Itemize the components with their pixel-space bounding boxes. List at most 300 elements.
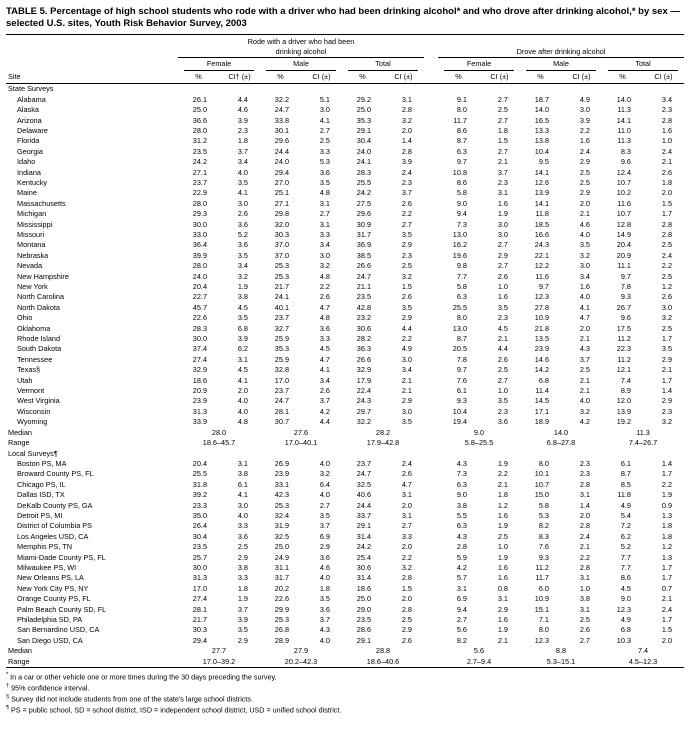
table-row [6,251,684,261]
value-cell: 26.6 [356,354,371,364]
group-header-row [6,35,684,58]
summary-value-cell: 5.8–25.5 [464,438,494,448]
table-row [6,376,684,386]
group-header-spacer [6,35,178,58]
value-cell: 10.3 [616,635,631,645]
table-row [6,178,684,188]
gap-cell [424,240,438,250]
summary-row [6,646,684,656]
pct-column-header: % [342,71,383,84]
value-cell: 2.6 [319,292,330,302]
value-cell: 2.9 [401,240,412,250]
value-cell: 22.9 [192,188,207,198]
value-cell: 3.8 [237,469,248,479]
table-row [6,501,684,511]
value-cell: 27.4 [192,594,207,604]
value-cell: 24.2 [356,542,371,552]
value-cell: 7.2 [620,521,631,531]
value-cell: 24.3 [356,396,371,406]
value-cell: 3.7 [237,146,248,156]
value-cell: 3.0 [319,250,330,260]
value-cell: 2.0 [401,542,412,552]
value-cell: 8.5 [620,479,631,489]
value-cell: 17.0 [274,375,289,385]
gap-cell [424,251,438,261]
value-cell: 6.9 [319,531,330,541]
value-cell: 1.2 [661,542,673,552]
value-cell: 3.5 [237,625,248,635]
table-row [6,625,684,635]
value-cell: 6.3 [456,146,467,156]
gap-cell [424,365,438,375]
value-cell: 2.1 [497,635,508,645]
value-cell: 11.7 [453,115,467,125]
gap-cell [424,344,438,354]
value-cell: 20.4 [616,240,631,250]
value-cell: 29.4 [274,167,289,177]
group-gap [424,35,438,58]
value-cell: 1.4 [661,386,673,396]
table-row [6,511,684,521]
value-cell: 3.7 [497,167,508,177]
value-cell: 1.8 [319,583,330,593]
value-cell: 1.5 [661,625,673,635]
site-cell: Michigan [17,209,47,219]
value-cell: 14.1 [616,115,631,125]
value-cell: 6.4 [319,479,330,489]
value-cell: 4.2 [579,417,590,427]
value-cell: 7.3 [456,469,467,479]
value-cell: 2.9 [579,157,590,167]
value-cell: 0.8 [497,583,508,593]
value-cell: 3.5 [237,177,248,187]
value-cell: 9.0 [456,490,467,500]
gap-cell [424,573,438,583]
value-cell: 18.5 [534,219,549,229]
value-cell: 3.0 [401,406,412,416]
value-cell: 27.0 [274,177,289,187]
value-cell: 4.5 [497,323,508,333]
value-cell: 2.8 [401,604,412,614]
value-cell: 32.2 [356,417,371,427]
value-cell: 16.6 [534,229,549,239]
value-cell: 1.9 [661,490,673,500]
summary-value-cell: 4.5–12.3 [628,656,658,666]
value-cell: 30.6 [356,323,371,333]
value-cell: 30.1 [274,125,289,135]
value-cell: 9.6 [620,313,631,323]
value-cell: 32.5 [356,479,371,489]
value-cell: 29.4 [192,635,207,645]
table-row [6,553,684,563]
section-label: State Surveys [8,84,54,94]
gap-cell [424,105,438,115]
value-cell: 2.5 [661,271,673,281]
value-cell: 4.0 [237,510,248,520]
value-cell: 7.6 [538,542,549,552]
value-cell: 10.9 [534,313,549,323]
value-cell: 5.9 [456,552,467,562]
value-cell: 14.1 [534,167,549,177]
value-cell: 21.7 [274,282,289,291]
value-cell: 24.1 [356,157,371,167]
value-cell: 28.0 [192,125,207,135]
value-cell: 2.9 [497,604,508,614]
value-cell: 7.4 [620,375,631,385]
value-cell: 2.5 [497,105,508,115]
summary-row [6,657,684,668]
table-row [6,282,684,292]
footnote [6,704,684,715]
value-cell: 4.3 [319,625,330,635]
value-cell: 25.9 [274,354,289,364]
gap-cell [424,480,438,490]
site-cell: Alabama [17,94,46,104]
table-row [6,272,684,282]
value-cell: 2.7 [497,261,508,271]
value-cell: 2.7 [497,146,508,156]
value-cell: 2.4 [661,250,673,260]
value-cell: 2.6 [497,271,508,281]
gap-cell [424,438,438,448]
site-cell: Georgia [17,146,43,156]
value-cell: 18.6 [192,375,207,385]
value-cell: 24.7 [274,396,289,406]
value-cell: 9.8 [456,261,467,271]
site-cell: Palm Beach County SD, FL [17,604,107,614]
value-cell: 3.2 [237,271,248,281]
summary-label-cell: Range [8,438,30,448]
value-cell: 1.8 [237,583,248,593]
value-cell: 13.5 [534,334,549,344]
gap-cell [424,511,438,521]
value-cell: 2.5 [497,531,508,541]
value-cell: 2.4 [579,531,590,541]
sex-header-total-rode: Total [342,58,424,72]
value-cell: 3.7 [319,396,330,406]
value-cell: 3.3 [237,573,248,583]
value-cell: 18.9 [534,417,549,427]
table-row [6,209,684,219]
value-cell: 9.3 [456,396,467,406]
table-row [6,261,684,271]
value-cell: 12.0 [616,396,631,406]
sex-header-male-drove: Male [520,58,602,72]
value-cell: 2.4 [579,146,590,156]
value-cell: 2.9 [401,625,412,635]
gap-cell [424,188,438,198]
pct-column-header: % [438,71,479,84]
value-cell: 2.8 [401,573,412,583]
value-cell: 4.0 [319,573,330,583]
value-cell: 17.5 [616,323,631,333]
value-cell: 25.1 [274,188,289,198]
footnotes [6,671,684,715]
gap-cell [424,396,438,406]
value-cell: 1.3 [661,510,673,520]
value-cell: 26.4 [192,521,207,531]
value-cell: 2.7 [579,635,590,645]
value-cell: 2.7 [497,115,508,125]
value-cell: 1.6 [497,198,508,208]
value-cell: 1.9 [237,282,248,291]
gap-cell [424,417,438,427]
value-cell: 23.3 [192,500,207,510]
site-cell: Los Angeles USD, CA [17,531,89,541]
value-cell: 17.1 [534,406,549,416]
site-cell: Boston PS, MA [17,458,67,468]
value-cell: 29.2 [356,94,371,104]
value-cell: 1.7 [661,562,673,572]
value-cell: 2.1 [497,157,508,167]
section-header-row [6,84,684,95]
value-cell: 2.6 [661,292,673,302]
gap-cell [424,657,438,668]
value-cell: 8.9 [620,386,631,396]
value-cell: 1.6 [497,510,508,520]
value-cell: 14.1 [534,198,549,208]
value-cell: 2.5 [661,240,673,250]
ci-column-header: CI (±) [383,71,424,84]
value-cell: 1.8 [661,177,673,187]
value-cell: 1.7 [661,209,673,219]
gap-cell [424,355,438,365]
gap-cell [424,605,438,615]
value-cell: 3.9 [579,115,590,125]
value-cell: 3.1 [237,354,248,364]
value-cell: 2.0 [661,635,673,645]
value-cell: 24.4 [274,146,289,156]
gap-cell [424,407,438,417]
value-cell: 4.3 [579,344,590,354]
value-cell: 3.3 [237,521,248,531]
value-cell: 19.6 [452,250,467,260]
value-cell: 4.9 [620,500,631,510]
value-cell: 4.0 [237,406,248,416]
site-cell: Florida [17,136,40,146]
value-cell: 12.4 [616,167,631,177]
site-cell: Nebraska [17,250,49,260]
value-cell: 4.7 [319,354,330,364]
value-cell: 39.2 [192,490,207,500]
value-cell: 1.9 [237,594,248,604]
value-cell: 31.2 [192,136,207,146]
value-cell: 4.0 [319,458,330,468]
value-cell: 6.8 [620,625,631,635]
value-cell: 36.9 [356,240,371,250]
value-cell: 4.0 [579,292,590,302]
value-cell: 24.4 [356,500,371,510]
site-cell: West Virginia [17,396,60,406]
gap-cell [424,584,438,594]
value-cell: 17.9 [356,375,371,385]
value-cell: 30.6 [356,562,371,572]
value-cell: 3.1 [456,583,467,593]
summary-value-cell: 7.4 [637,646,649,656]
value-cell: 10.1 [534,469,549,479]
site-cell: Texas§ [17,365,41,375]
site-cell: Oklahoma [17,323,51,333]
ci-column-header: CI† (±) [219,71,260,84]
value-cell: 5.4 [620,510,631,520]
value-cell: 5.8 [538,500,549,510]
value-cell: 4.1 [237,188,248,198]
value-cell: 20.2 [274,583,289,593]
site-cell: Indiana [17,167,41,177]
value-cell: 11.8 [535,209,549,219]
site-cell: Detroit PS, MI [17,510,63,520]
pct-column-header: % [178,71,219,84]
value-cell: 11.4 [535,386,549,396]
value-cell: 5.7 [456,573,467,583]
value-cell: 12.3 [534,635,549,645]
value-cell: 2.9 [661,396,673,406]
value-cell: 14.9 [616,229,631,239]
gap-cell [424,636,438,646]
value-cell: 2.7 [497,240,508,250]
sex-gap [424,58,438,72]
value-cell: 31.4 [356,573,371,583]
value-cell: 1.9 [497,625,508,635]
value-cell: 4.3 [456,458,467,468]
value-cell: 29.1 [356,521,371,531]
value-cell: 24.7 [356,271,371,281]
value-cell: 3.4 [661,94,673,104]
value-cell: 9.6 [620,157,631,167]
value-cell: 2.1 [401,386,412,396]
value-cell: 24.0 [274,157,289,167]
value-cell: 30.4 [356,136,371,146]
value-cell: 9.7 [456,365,467,375]
value-cell: 2.3 [579,458,590,468]
value-cell: 2.2 [401,334,412,344]
gap-cell [424,459,438,469]
value-cell: 31.4 [356,531,371,541]
value-cell: 2.8 [401,146,412,156]
value-cell: 4.2 [319,406,330,416]
value-cell: 25.3 [274,500,289,510]
value-cell: 3.3 [319,229,330,239]
table-row [6,105,684,115]
value-cell: 3.2 [579,406,590,416]
value-cell: 9.1 [456,94,467,104]
value-cell: 3.5 [401,229,412,239]
value-cell: 21.1 [356,282,371,291]
value-cell: 4.5 [620,583,631,593]
table-row [6,303,684,313]
value-cell: 8.3 [538,531,549,541]
summary-row [6,438,684,448]
value-cell: 12.2 [534,261,549,271]
value-cell: 11.8 [617,490,631,500]
value-cell: 28.0 [192,261,207,271]
value-cell: 11.6 [535,271,549,281]
value-cell: 1.8 [661,521,673,531]
value-cell: 31.9 [274,521,289,531]
value-cell: 2.6 [661,167,673,177]
site-cell: Montana [17,240,46,250]
summary-value-cell: 27.9 [293,646,309,656]
gap-cell [424,563,438,573]
value-cell: 2.6 [237,209,248,219]
value-cell: 4.7 [319,302,330,312]
footnote-marker: § [6,694,10,700]
value-cell: 29.1 [356,125,371,135]
value-cell: 22.7 [192,292,207,302]
value-cell: 27.1 [274,198,289,208]
table-row [6,230,684,240]
value-cell: 3.1 [497,594,508,604]
value-cell: 2.3 [237,125,248,135]
footnote-marker: ¶ [6,704,10,711]
value-cell: 8.6 [620,573,631,583]
value-cell: 11.7 [535,573,549,583]
value-cell: 42.8 [356,302,371,312]
value-cell: 3.2 [579,250,590,260]
value-cell: 4.5 [319,344,330,354]
value-cell: 5.6 [456,625,467,635]
gap-cell [424,428,438,438]
table-row [6,324,684,334]
value-cell: 7.7 [620,552,631,562]
value-cell: 2.6 [401,469,412,479]
value-cell: 36.3 [356,344,371,354]
value-cell: 8.7 [620,469,631,479]
value-cell: 32.9 [356,365,371,375]
value-cell: 11.0 [617,125,631,135]
value-cell: 3.9 [237,615,248,624]
value-cell: 6.1 [620,458,631,468]
value-cell: 3.5 [401,302,412,312]
value-cell: 2.7 [319,209,330,219]
value-cell: 2.9 [401,396,412,406]
value-cell: 8.0 [538,458,549,468]
value-cell: 3.7 [579,354,590,364]
value-cell: 9.3 [620,292,631,302]
value-cell: 3.6 [319,323,330,333]
value-cell: 3.4 [579,271,590,281]
site-cell: Kentucky [17,177,48,187]
value-cell: 4.0 [579,229,590,239]
site-cell: Nevada [17,261,43,271]
value-cell: 6.2 [237,344,248,354]
value-cell: 1.7 [661,375,673,385]
sex-header-spacer [6,58,178,72]
value-cell: 1.5 [401,282,412,291]
value-cell: 36.4 [192,240,207,250]
value-cell: 2.6 [497,354,508,364]
value-cell: 22.4 [356,386,371,396]
gap-cell [424,501,438,511]
table-row [6,490,684,500]
value-cell: 20.4 [192,282,207,291]
pct-column-header: % [602,71,643,84]
value-cell: 32.4 [274,510,289,520]
table-row [6,407,684,417]
value-cell: 4.6 [579,219,590,229]
value-cell: 24.0 [356,146,371,156]
value-cell: 11.6 [617,198,631,208]
value-cell: 3.7 [237,604,248,614]
section-label: Local Surveys¶ [8,448,58,458]
site-cell: New Hampshire [17,271,69,281]
value-cell: 12.8 [616,219,631,229]
site-cell: Wisconsin [17,406,51,416]
value-cell: 28.2 [356,334,371,344]
value-cell: 6.1 [237,479,248,489]
value-cell: 2.6 [319,386,330,396]
value-cell: 4.5 [237,302,248,312]
